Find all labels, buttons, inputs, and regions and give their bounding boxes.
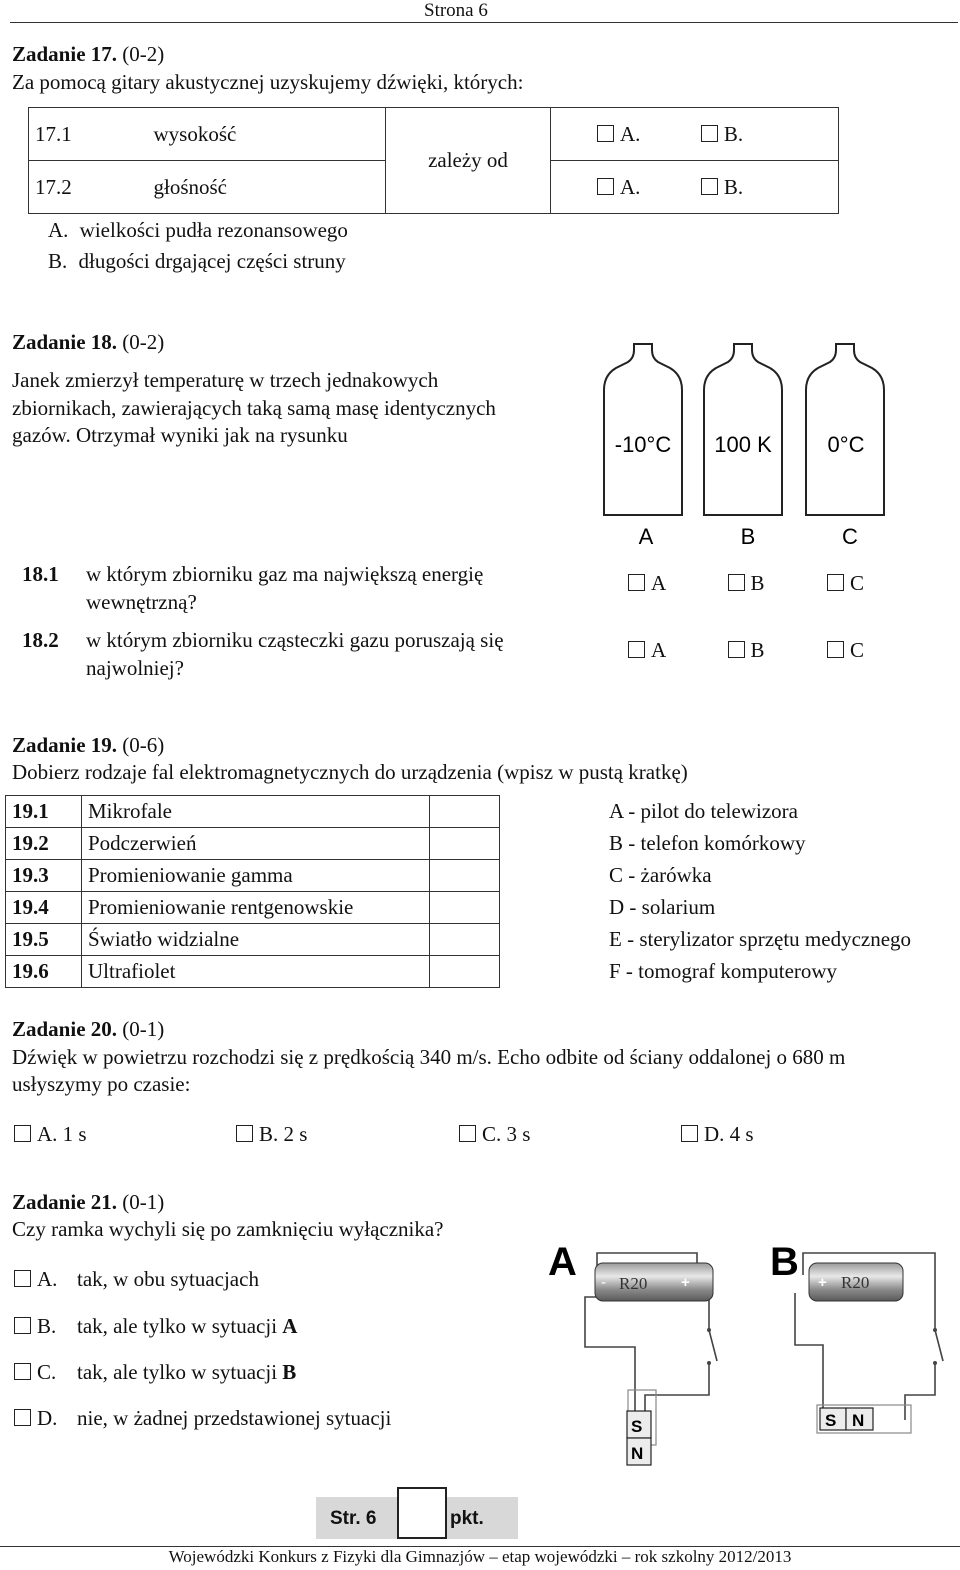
task20-line2: usłyszymy po czasie:	[12, 1072, 191, 1096]
checkbox[interactable]	[597, 125, 614, 142]
tank-b-temp: 100 K	[714, 432, 772, 457]
answer-cell[interactable]	[430, 892, 500, 924]
answer-cell[interactable]	[430, 956, 500, 988]
score-input[interactable]	[397, 1487, 447, 1539]
checkbox[interactable]	[14, 1317, 31, 1334]
answer-letter: D.	[37, 1406, 58, 1430]
switch-a[interactable]	[709, 1330, 717, 1361]
option-label: C	[850, 571, 865, 595]
answer-cell[interactable]	[430, 796, 500, 828]
answer-cell	[551, 108, 839, 161]
wave-name: Ultrafiolet	[82, 956, 430, 988]
task19-points: (0-6)	[122, 733, 165, 757]
checkbox[interactable]	[827, 641, 844, 658]
checkbox[interactable]	[236, 1125, 253, 1142]
table-row	[6, 924, 500, 956]
row-number: 19.6	[6, 956, 82, 988]
checkbox[interactable]	[701, 125, 718, 142]
task17-title: Zadanie 17.	[12, 42, 118, 66]
battery-b-label: R20	[841, 1273, 870, 1292]
table-row	[6, 828, 500, 860]
answer-text: tak, ale tylko w sytuacji	[77, 1360, 283, 1384]
tank-c-temp: 0°C	[827, 432, 865, 457]
option-label: A.	[620, 174, 641, 199]
q18-2-number: 18.2	[22, 628, 59, 652]
switch-b[interactable]	[935, 1330, 943, 1361]
task21-title: Zadanie 21.	[12, 1190, 118, 1214]
q18-1-text: w którym zbiorniku gaz ma największą energię	[86, 562, 484, 586]
tank-b-outline	[704, 344, 782, 515]
task18-heading	[12, 330, 164, 355]
task18-points: (0-2)	[122, 330, 165, 354]
answer-c[interactable]	[459, 1122, 530, 1147]
row-number: 19.2	[6, 828, 82, 860]
task17-intro: Za pomocą gitary akustycznej uzyskujemy dźwięki, których:	[12, 70, 524, 94]
device-a: A - pilot do telewizora	[609, 799, 798, 823]
task20-title: Zadanie 20.	[12, 1017, 118, 1041]
tank-c-label: C	[842, 524, 858, 549]
answer-label: C. 3 s	[482, 1122, 531, 1146]
q18-2-text: w którym zbiorniku cząsteczki gazu poruszają się	[86, 628, 504, 652]
answer-cell[interactable]	[430, 828, 500, 860]
answer-text: tak, ale tylko w sytuacji	[77, 1314, 283, 1338]
answer-letter: B.	[37, 1314, 57, 1338]
task19-table	[5, 795, 500, 988]
score-panel	[316, 1497, 518, 1539]
table-row	[6, 860, 500, 892]
row-number: 19.5	[6, 924, 82, 956]
table-row	[29, 108, 839, 161]
option-label: B.	[723, 174, 744, 199]
header-divider	[10, 22, 958, 23]
battery-a	[595, 1263, 713, 1301]
row-number: 17.1	[29, 108, 110, 161]
q18-1-number: 18.1	[22, 562, 59, 586]
checkbox[interactable]	[628, 641, 645, 658]
answer-b[interactable]	[14, 1314, 297, 1339]
q18-1-text-cont: wewnętrzną?	[86, 590, 197, 614]
option-label: A	[651, 638, 666, 662]
checkbox[interactable]	[728, 641, 745, 658]
task21-heading	[12, 1190, 164, 1215]
device-d: D - solarium	[609, 895, 716, 919]
answer-d[interactable]	[14, 1406, 391, 1431]
task21-points: (0-1)	[122, 1190, 165, 1214]
task17-heading	[12, 42, 164, 67]
answer-cell[interactable]	[430, 924, 500, 956]
task17-option-a	[48, 218, 348, 243]
depends-cell: zależy od	[386, 108, 551, 214]
answer-a[interactable]	[14, 1122, 87, 1147]
device-c: C - żarówka	[609, 863, 712, 887]
circuits-figure	[545, 1235, 950, 1485]
circuit-b-label: B	[770, 1240, 799, 1284]
answer-bold: A	[282, 1314, 298, 1338]
q18-1-options	[628, 571, 864, 596]
checkbox[interactable]	[14, 1409, 31, 1426]
task20-line1: Dźwięk w powietrzu rozchodzi się z prędkością 340 m/s. Echo odbite od ściany oddalonej o 680 m	[12, 1045, 846, 1069]
answer-c[interactable]	[14, 1360, 296, 1385]
wave-name: Mikrofale	[82, 796, 430, 828]
answer-b[interactable]	[236, 1122, 307, 1147]
device-f: F - tomograf komputerowy	[609, 959, 838, 983]
tank-a-temp: -10°C	[614, 432, 672, 457]
checkbox[interactable]	[728, 574, 745, 591]
checkbox[interactable]	[14, 1363, 31, 1380]
tank-a-outline	[604, 344, 682, 515]
q18-2-options	[628, 638, 864, 663]
tank-b-label: B	[740, 524, 756, 549]
answer-a[interactable]	[14, 1267, 259, 1292]
device-b: B - telefon komórkowy	[609, 831, 806, 855]
circuit-a-label: A	[548, 1240, 577, 1284]
task18-intro-line1: Janek zmierzył temperaturę w trzech jednakowych	[12, 368, 439, 392]
tank-a-label: A	[638, 524, 654, 549]
task18-intro-line3: gazów. Otrzymał wyniki jak na rysunku	[12, 423, 348, 447]
task19-heading	[12, 733, 164, 758]
option-text: wielkości pudła rezonansowego	[79, 218, 348, 242]
row-label: głośność	[110, 161, 386, 214]
answer-cell	[551, 161, 839, 214]
option-letter: B.	[48, 249, 68, 273]
option-label: B.	[723, 121, 744, 146]
option-label: B	[750, 638, 765, 662]
option-label: A.	[620, 121, 641, 146]
task17-table	[28, 107, 839, 214]
battery-a-minus: -	[601, 1274, 606, 1291]
answer-letter: A.	[37, 1267, 58, 1291]
task19-intro: Dobierz rodzaje fal elektromagnetycznych do urządzenia (wpisz w pustą kratkę)	[12, 760, 688, 784]
option-label: A	[651, 571, 666, 595]
table-row	[6, 892, 500, 924]
option-label: C	[850, 638, 865, 662]
answer-cell[interactable]	[430, 860, 500, 892]
answer-label: D. 4 s	[704, 1122, 754, 1146]
answer-text: tak, w obu sytuacjach	[77, 1267, 259, 1291]
answer-letter: C.	[37, 1360, 57, 1384]
task18-title: Zadanie 18.	[12, 330, 118, 354]
tanks-figure	[596, 340, 896, 560]
footer-text: Wojewódzki Konkurs z Fizyki dla Gimnazjów – etap wojewódzki – rok szkolny 2012/2013	[168, 1547, 792, 1566]
table-row	[6, 796, 500, 828]
tank-c-outline	[806, 344, 884, 515]
magnet-a-s-label: S	[631, 1417, 643, 1436]
answer-bold: B	[282, 1360, 297, 1384]
battery-b-plus: +	[818, 1274, 827, 1291]
checkbox[interactable]	[628, 574, 645, 591]
wave-name: Promieniowanie rentgenowskie	[82, 892, 430, 924]
wave-name: Światło widzialne	[82, 924, 430, 956]
task19-title: Zadanie 19.	[12, 733, 118, 757]
option-text: długości drgającej części struny	[78, 249, 346, 273]
score-page-label: Str. 6	[330, 1508, 377, 1529]
checkbox[interactable]	[14, 1270, 31, 1287]
checkbox[interactable]	[681, 1125, 698, 1142]
row-number: 19.3	[6, 860, 82, 892]
wave-name: Promieniowanie gamma	[82, 860, 430, 892]
task21-intro: Czy ramka wychyli się po zamknięciu wyłącznika?	[12, 1217, 444, 1241]
task17-points: (0-2)	[122, 42, 165, 66]
magnet-a-n-label: N	[631, 1444, 644, 1463]
answer-label: B. 2 s	[259, 1122, 308, 1146]
answer-label: A. 1 s	[37, 1122, 87, 1146]
task20-heading	[12, 1017, 164, 1042]
row-number: 19.1	[6, 796, 82, 828]
task18-intro-line2: zbiornikach, zawierających taką samą masę identycznych	[12, 396, 496, 420]
q18-2-text-cont: najwolniej?	[86, 656, 184, 680]
page-number: Strona 6	[424, 0, 488, 21]
score-unit: pkt.	[450, 1508, 484, 1529]
row-label: wysokość	[110, 108, 386, 161]
magnet-b-n-label: N	[852, 1411, 865, 1430]
task20-points: (0-1)	[122, 1017, 165, 1041]
table-row	[6, 956, 500, 988]
battery-a-plus: +	[681, 1274, 690, 1291]
checkbox[interactable]	[14, 1125, 31, 1142]
option-label: B	[750, 571, 765, 595]
answer-text: nie, w żadnej przedstawionej sytuacji	[77, 1406, 392, 1430]
task17-option-b	[48, 249, 346, 274]
wave-name: Podczerwień	[82, 828, 430, 860]
checkbox[interactable]	[459, 1125, 476, 1142]
row-number: 19.4	[6, 892, 82, 924]
checkbox[interactable]	[597, 178, 614, 195]
checkbox[interactable]	[827, 574, 844, 591]
answer-d[interactable]	[681, 1122, 754, 1147]
battery-a-label: R20	[619, 1274, 648, 1293]
row-number: 17.2	[29, 161, 110, 214]
option-letter: A.	[48, 218, 69, 242]
magnet-b-s-label: S	[825, 1411, 837, 1430]
checkbox[interactable]	[701, 178, 718, 195]
device-e: E - sterylizator sprzętu medycznego	[609, 927, 912, 951]
